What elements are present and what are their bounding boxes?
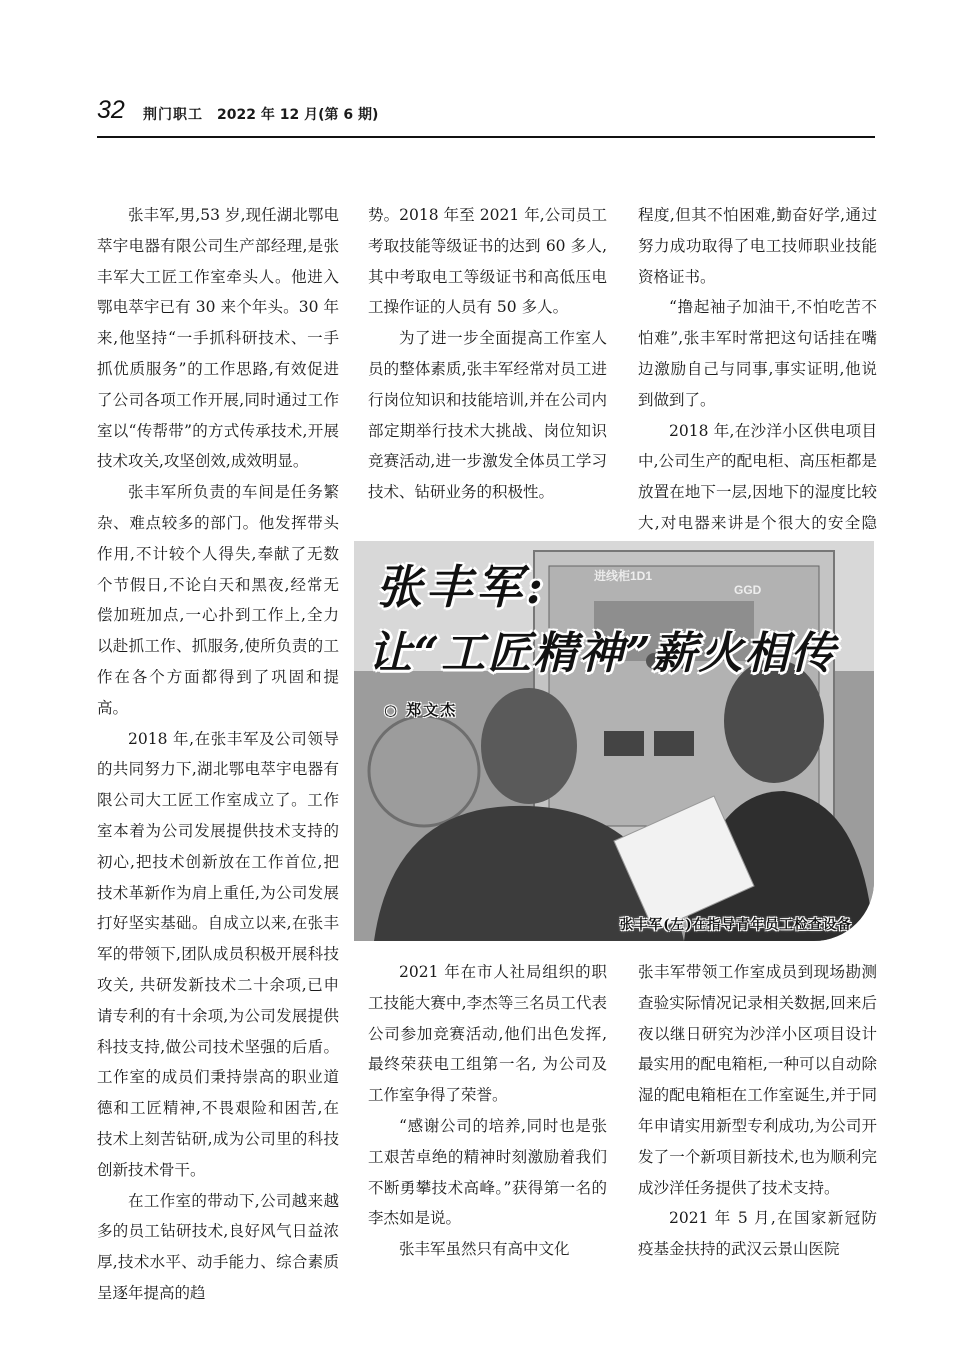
page-number: 32 (97, 96, 125, 124)
paragraph: 2018 年,在张丰军及公司领导的共同努力下,湖北鄂电萃宇电器有限公司大工匠工作室成立了。工作室本着为公司发展提供技术支持的初心,把技术创新放在工作首位,把技术革新作为肩上重任,为公司发展打好坚实基础。自成立以来,在张丰军的带领下,团队成员积极开展科技攻关, 共研发新技术二十余项,已申请专利的有十余项,为公司发展提供科技支持,做公司技术坚强的后盾。工作室的成员们秉持崇高的职业道德和工匠精神,不畏艰险和困苦,在技术上刻苦钻研,成为公司里的科技创新技术骨干。 (97, 729, 339, 1179)
photo-caption: 张丰军(左)在指导青年员工检查设备 (619, 917, 852, 933)
paragraph: “撸起袖子加油干,不怕吃苦不怕难”,张丰军时常把这句话挂在嘴边激励自己与同事,事实证明,他说到做到了。 (638, 298, 877, 409)
paragraph: 在工作室的带动下,公司越来越多的员工钻研技术,良好风气日益浓厚,技术水平、动手能力、综合素质呈逐年提高的趋 (97, 1191, 339, 1302)
issue-date: 2022 年 12 月(第 6 期) (217, 107, 379, 123)
article-photo (354, 541, 874, 941)
paragraph: 2021 年 5 月,在国家新冠防疫基金扶持的武汉云景山医院 (638, 1209, 877, 1259)
header-rule (97, 136, 875, 138)
paragraph: 张丰军虽然只有高中文化 (399, 1240, 570, 1259)
page-header (97, 96, 875, 136)
column-3-bottom (638, 957, 877, 1265)
panel-label: 进线柜1D1 (594, 569, 653, 583)
column-2-top (368, 200, 607, 508)
paragraph: 张丰军所负责的车间是任务繁杂、难点较多的部门。他发挥带头作用,不计较个人得失,奉献了无数个节假日,不论白天和黑夜,经常无偿加班加点,一心扑到工作上,全力以赴抓工作、抓服务,使所负责的工作在各个方面都得到了巩固和提高。 (97, 483, 339, 717)
column-2-bottom (368, 957, 607, 1265)
column-1 (97, 200, 339, 1309)
paragraph: 2021 年在市人社局组织的职工技能大赛中,李杰等三名员工代表公司参加竞赛活动,他们出色发挥,最终荣获电工组第一名, 为公司及工作室争得了荣誉。 (368, 963, 607, 1105)
magazine-name: 荆门职工 (143, 107, 203, 123)
paragraph: 张丰军带领工作室成员到现场勘测查验实际情况记录相关数据,回来后夜以继日研究为沙洋小区项目设计最实用的配电箱柜,一种可以自动除湿的配电箱柜在工作室诞生,并于同年申请实用新型专利成功,为公司开发了一个新项目新技术,也为顺利完成沙洋任务提供了技术支持。 (638, 963, 877, 1197)
ggd-label: GGD (734, 583, 762, 597)
column-3-top (638, 200, 877, 570)
paragraph: 张丰军,男,53 岁,现任湖北鄂电萃宇电器有限公司生产部经理,是张丰军大工匠工作室牵头人。他进入鄂电萃宇已有 30 来个年头。30 年来,他坚持“一手抓科研技术、一手抓优质服务”的工作思路,有效促进了公司各项工作开展,同时通过工作室以“传帮带”的方式传承技术,开展技术攻关,攻坚创效,成效明显。 (97, 206, 339, 471)
paragraph: 2018 年,在沙洋小区供电项目中,公司生产的配电柜、高压柜都是放置在地下一层,因地下的湿度比较大,对电器来讲是个很大的安全隐 (638, 421, 877, 532)
paragraph: “感谢公司的培养,同时也是张工艰苦卓绝的精神时刻激励着我们不断勇攀技术高峰。”获得第一名的李杰如是说。 (368, 1116, 607, 1228)
article-title-line-2: 让“工匠精神”薪火相传 (368, 628, 837, 679)
paragraph: 为了进一步全面提高工作室人员的整体素质,张丰军经常对员工进行岗位知识和技能培训,并在公司内部定期举行技术大挑战、岗位知识竞赛活动,进一步激发全体员工学习技术、钻研业务的积极性。 (368, 329, 607, 502)
paragraph: 程度,但其不怕困难,勤奋好学,通过努力成功取得了电工技师职业技能资格证书。 (638, 206, 877, 286)
paragraph: 势。2018 年至 2021 年,公司员工考取技能等级证书的达到 60 多人,其中考取电工等级证书和高低压电工操作证的人员有 50 多人。 (368, 206, 607, 317)
article-author: ○ 郑文杰 (384, 701, 458, 719)
article-title-line-1: 张丰军: (376, 560, 547, 614)
